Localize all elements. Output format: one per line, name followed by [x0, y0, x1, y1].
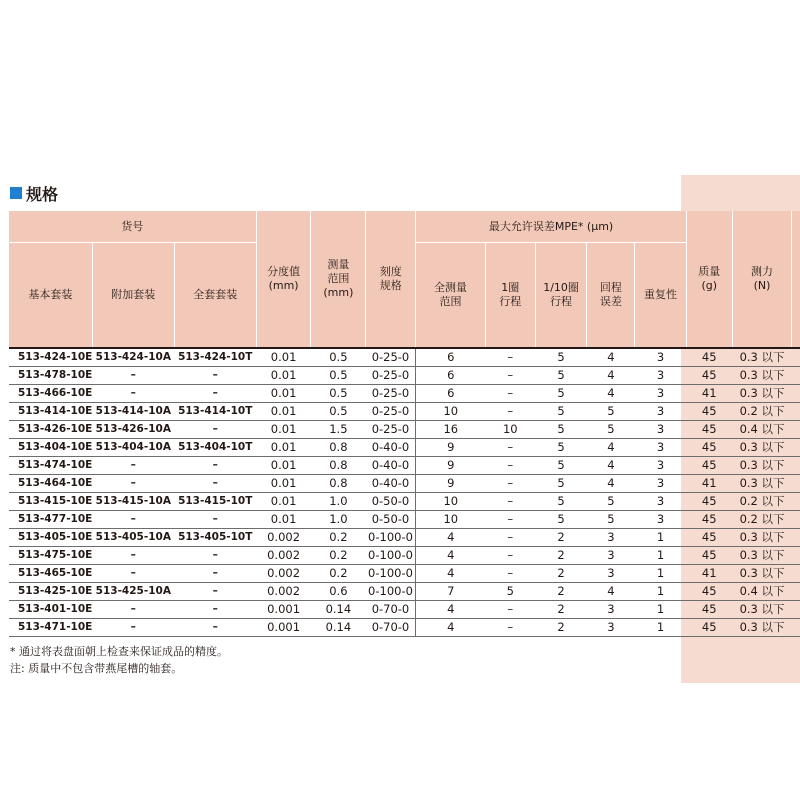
table-cell: 0.01 — [256, 367, 311, 385]
table-cell: 0.3 以下 — [732, 367, 792, 385]
table-cell: 9 — [416, 475, 486, 493]
table-cell: 2 — [535, 529, 587, 547]
table-cell-pad — [792, 367, 800, 385]
table-cell-pad — [792, 385, 800, 403]
table-cell: 10 — [416, 493, 486, 511]
table-cell: 3 — [587, 619, 635, 637]
table-cell: 45 — [686, 493, 732, 511]
table-cell: 0-50-0 — [366, 511, 416, 529]
table-cell: 45 — [686, 547, 732, 565]
table-cell: 0.6 — [311, 583, 366, 601]
table-cell: 45 — [686, 529, 732, 547]
table-cell: 0.3 以下 — [732, 439, 792, 457]
table-cell: 6 — [416, 367, 486, 385]
table-cell: 0.3 以下 — [732, 619, 792, 637]
table-cell: 6 — [416, 385, 486, 403]
graduation-header: 分度值 (mm) — [256, 211, 311, 348]
table-cell: – — [485, 511, 535, 529]
table-cell: 513-415-10E — [9, 493, 92, 511]
table-cell: 45 — [686, 421, 732, 439]
table-row — [9, 403, 800, 421]
table-cell: 0.2 以下 — [732, 403, 792, 421]
section-heading — [10, 183, 58, 203]
table-cell: 0.3 以下 — [732, 348, 792, 367]
table-cell: 4 — [587, 385, 635, 403]
table-cell-pad — [792, 601, 800, 619]
square-bullet-icon — [10, 187, 22, 199]
table-row — [9, 511, 800, 529]
table-cell: 0-40-0 — [366, 439, 416, 457]
table-cell: 9 — [416, 457, 486, 475]
table-cell: 0.01 — [256, 511, 311, 529]
table-row — [9, 367, 800, 385]
table-cell: 0-100-0 — [366, 547, 416, 565]
spec-table — [9, 211, 800, 637]
table-cell: 3 — [635, 493, 687, 511]
table-cell: – — [174, 367, 256, 385]
table-cell: 0-25-0 — [366, 421, 416, 439]
table-cell: – — [92, 565, 174, 583]
table-cell: 5 — [485, 583, 535, 601]
table-cell: 2 — [535, 583, 587, 601]
table-cell: 1 — [635, 529, 687, 547]
table-cell: 0.5 — [311, 403, 366, 421]
table-cell: 0.5 — [311, 385, 366, 403]
table-cell: 4 — [587, 457, 635, 475]
table-cell: 3 — [635, 367, 687, 385]
table-cell: 3 — [635, 511, 687, 529]
table-cell: 3 — [635, 421, 687, 439]
table-cell: 0.001 — [256, 601, 311, 619]
table-cell: 0-70-0 — [366, 601, 416, 619]
table-cell: 0.01 — [256, 348, 311, 367]
table-cell: 3 — [635, 403, 687, 421]
table-cell: 0.4 以下 — [732, 583, 792, 601]
table-cell: – — [174, 565, 256, 583]
table-cell: 16 — [416, 421, 486, 439]
table-cell: 3 — [635, 385, 687, 403]
table-cell: 0.3 以下 — [732, 547, 792, 565]
table-cell: 0-25-0 — [366, 348, 416, 367]
table-cell: 4 — [587, 348, 635, 367]
table-cell: 45 — [686, 511, 732, 529]
table-cell: 5 — [535, 457, 587, 475]
table-cell: 0-25-0 — [366, 367, 416, 385]
table-cell: 5 — [535, 493, 587, 511]
table-cell: 513-478-10E — [9, 367, 92, 385]
table-cell: – — [174, 583, 256, 601]
table-cell: 5 — [587, 493, 635, 511]
table-cell: 5 — [535, 367, 587, 385]
force-header: 测力 (N) — [732, 211, 792, 348]
table-cell: 0-50-0 — [366, 493, 416, 511]
table-cell: 45 — [686, 583, 732, 601]
basic-set-header: 基本套装 — [9, 243, 92, 349]
table-row — [9, 547, 800, 565]
table-cell: – — [92, 511, 174, 529]
extra-header — [792, 211, 800, 348]
table-cell: 1 — [635, 565, 687, 583]
table-cell: 0-25-0 — [366, 403, 416, 421]
table-cell: 513-475-10E — [9, 547, 92, 565]
table-cell: 0.5 — [311, 348, 366, 367]
table-cell: – — [485, 457, 535, 475]
table-cell: 4 — [587, 439, 635, 457]
table-cell: – — [92, 367, 174, 385]
table-cell: 41 — [686, 385, 732, 403]
table-cell: 513-414-10E — [9, 403, 92, 421]
table-cell: – — [92, 457, 174, 475]
table-cell: 4 — [587, 367, 635, 385]
mass-header: 质量 (g) — [686, 211, 732, 348]
table-cell: 5 — [535, 348, 587, 367]
table-cell: 0.2 — [311, 547, 366, 565]
table-cell-pad — [792, 547, 800, 565]
footnote-accuracy: * 通过将表盘面朝上检查来保证成品的精度。 — [10, 645, 228, 658]
table-cell: 0.3 以下 — [732, 529, 792, 547]
table-cell: – — [485, 529, 535, 547]
table-cell: 513-466-10E — [9, 385, 92, 403]
repeatability-header: 重复性 — [635, 243, 687, 349]
table-cell: – — [174, 601, 256, 619]
table-cell: 513-415-10T — [174, 493, 256, 511]
table-cell: 0.8 — [311, 439, 366, 457]
table-cell: 4 — [416, 601, 486, 619]
table-cell: 5 — [535, 403, 587, 421]
table-cell: 1 — [635, 619, 687, 637]
table-cell: 5 — [535, 475, 587, 493]
table-cell: 513-405-10E — [9, 529, 92, 547]
table-cell: 4 — [416, 565, 486, 583]
table-cell: 4 — [587, 583, 635, 601]
table-cell: 0-70-0 — [366, 619, 416, 637]
spec-table-body — [9, 348, 800, 637]
table-cell: 0-40-0 — [366, 457, 416, 475]
table-cell: 2 — [535, 601, 587, 619]
hysteresis-header: 回程误差 — [587, 243, 635, 349]
table-cell: 45 — [686, 439, 732, 457]
table-cell: – — [174, 457, 256, 475]
table-cell: 3 — [635, 348, 687, 367]
table-cell: 45 — [686, 403, 732, 421]
table-cell: – — [485, 565, 535, 583]
table-cell: 513-424-10E — [9, 348, 92, 367]
table-cell: 513-404-10E — [9, 439, 92, 457]
table-cell-pad — [792, 565, 800, 583]
table-cell: – — [485, 601, 535, 619]
table-cell-pad — [792, 475, 800, 493]
table-cell: 41 — [686, 565, 732, 583]
table-cell: 0-100-0 — [366, 583, 416, 601]
mpe-header: 最大允许误差MPE* (μm) — [416, 211, 687, 243]
table-cell: 0.01 — [256, 475, 311, 493]
table-cell: 513-405-10A — [92, 529, 174, 547]
table-cell: 1 — [635, 601, 687, 619]
table-cell: – — [174, 619, 256, 637]
table-cell-pad — [792, 403, 800, 421]
table-cell: 0.2 以下 — [732, 511, 792, 529]
table-cell: 0.01 — [256, 385, 311, 403]
table-cell: 5 — [587, 511, 635, 529]
table-cell: 0.01 — [256, 421, 311, 439]
table-cell: 0-25-0 — [366, 385, 416, 403]
table-cell-pad — [792, 439, 800, 457]
table-row — [9, 601, 800, 619]
table-cell: – — [92, 385, 174, 403]
one-rev-header: 1圈行程 — [485, 243, 535, 349]
table-cell: – — [174, 385, 256, 403]
table-cell-pad — [792, 583, 800, 601]
table-cell: 45 — [686, 619, 732, 637]
table-cell: 513-404-10T — [174, 439, 256, 457]
section-title: 规格 — [26, 184, 59, 204]
table-cell: 513-465-10E — [9, 565, 92, 583]
table-cell: 1.0 — [311, 511, 366, 529]
table-cell: 0.3 以下 — [732, 565, 792, 583]
table-cell: 4 — [416, 547, 486, 565]
add-set-header: 附加套装 — [92, 243, 174, 349]
table-cell: 0.002 — [256, 547, 311, 565]
table-cell: 10 — [416, 511, 486, 529]
table-cell: 2 — [535, 565, 587, 583]
table-cell: 0.3 以下 — [732, 385, 792, 403]
table-cell: 7 — [416, 583, 486, 601]
table-cell: – — [174, 421, 256, 439]
dial-spec-header: 刻度规格 — [366, 211, 416, 348]
table-cell: 5 — [535, 385, 587, 403]
table-cell: 4 — [587, 475, 635, 493]
tenth-rev-header: 1/10圈行程 — [535, 243, 587, 349]
table-cell: 513-426-10E — [9, 421, 92, 439]
table-cell: 10 — [485, 421, 535, 439]
table-cell: 3 — [587, 601, 635, 619]
table-cell: 6 — [416, 348, 486, 367]
table-cell: 0.8 — [311, 457, 366, 475]
product-no-header: 货号 — [9, 211, 256, 243]
table-cell: – — [485, 367, 535, 385]
table-cell: 0.01 — [256, 403, 311, 421]
table-cell: 513-426-10A — [92, 421, 174, 439]
table-cell: 513-464-10E — [9, 475, 92, 493]
table-cell-pad — [792, 421, 800, 439]
table-cell: 513-424-10A — [92, 348, 174, 367]
table-cell: – — [485, 385, 535, 403]
table-row — [9, 385, 800, 403]
table-row — [9, 529, 800, 547]
table-cell: – — [485, 439, 535, 457]
table-row — [9, 348, 800, 367]
table-cell: 0.001 — [256, 619, 311, 637]
table-cell: – — [92, 601, 174, 619]
table-cell-pad — [792, 348, 800, 367]
table-cell: – — [485, 403, 535, 421]
table-row — [9, 421, 800, 439]
table-cell: 5 — [535, 421, 587, 439]
table-cell: 513-405-10T — [174, 529, 256, 547]
table-row — [9, 475, 800, 493]
table-cell: 0.3 以下 — [732, 475, 792, 493]
table-cell: 513-404-10A — [92, 439, 174, 457]
table-cell: 0.14 — [311, 619, 366, 637]
table-cell: 5 — [587, 403, 635, 421]
table-cell: 0.01 — [256, 439, 311, 457]
table-cell: 513-424-10T — [174, 348, 256, 367]
table-cell: 3 — [635, 457, 687, 475]
table-cell: 513-474-10E — [9, 457, 92, 475]
table-cell: – — [485, 619, 535, 637]
table-cell-pad — [792, 511, 800, 529]
table-cell: 5 — [535, 439, 587, 457]
table-cell: – — [174, 547, 256, 565]
table-cell: 0.4 以下 — [732, 421, 792, 439]
table-cell: 41 — [686, 475, 732, 493]
table-cell: – — [174, 511, 256, 529]
footnote-mass: 注: 质量中不包含带燕尾槽的轴套。 — [10, 662, 183, 675]
table-cell: – — [485, 493, 535, 511]
table-cell: 3 — [587, 529, 635, 547]
table-cell: 3 — [635, 475, 687, 493]
table-cell: 1.0 — [311, 493, 366, 511]
table-cell: 3 — [587, 565, 635, 583]
full-set-header: 全套套装 — [174, 243, 256, 349]
table-cell: – — [485, 547, 535, 565]
table-cell: 513-425-10E — [9, 583, 92, 601]
table-cell-pad — [792, 529, 800, 547]
table-cell: 1 — [635, 547, 687, 565]
table-cell: 0-100-0 — [366, 529, 416, 547]
table-cell-pad — [792, 493, 800, 511]
table-row — [9, 457, 800, 475]
table-cell-pad — [792, 619, 800, 637]
table-cell: 45 — [686, 601, 732, 619]
table-cell: 0.2 — [311, 565, 366, 583]
table-cell: – — [92, 475, 174, 493]
table-cell: 0.002 — [256, 583, 311, 601]
table-cell: 0-100-0 — [366, 565, 416, 583]
table-cell: 513-477-10E — [9, 511, 92, 529]
table-cell: 0.8 — [311, 475, 366, 493]
table-cell: – — [485, 348, 535, 367]
table-cell: 10 — [416, 403, 486, 421]
table-cell: 45 — [686, 348, 732, 367]
table-row — [9, 439, 800, 457]
table-cell: 4 — [416, 619, 486, 637]
table-cell: 4 — [416, 529, 486, 547]
full-range-header: 全测量范围 — [416, 243, 486, 349]
table-cell: 0.3 以下 — [732, 601, 792, 619]
table-cell: 45 — [686, 367, 732, 385]
table-cell: 3 — [587, 547, 635, 565]
table-cell: 0.01 — [256, 457, 311, 475]
table-cell: 513-401-10E — [9, 601, 92, 619]
table-cell: 513-415-10A — [92, 493, 174, 511]
table-cell: 5 — [535, 511, 587, 529]
table-cell: 513-471-10E — [9, 619, 92, 637]
table-row — [9, 619, 800, 637]
table-cell: 0.3 以下 — [732, 457, 792, 475]
table-cell: 0.2 — [311, 529, 366, 547]
table-cell: 2 — [535, 547, 587, 565]
table-cell: 0.002 — [256, 529, 311, 547]
table-row — [9, 493, 800, 511]
table-cell: – — [92, 547, 174, 565]
table-cell: 513-414-10A — [92, 403, 174, 421]
table-cell: 1 — [635, 583, 687, 601]
table-cell: – — [485, 475, 535, 493]
table-cell: 0.5 — [311, 367, 366, 385]
table-cell: 45 — [686, 457, 732, 475]
table-cell: 0.01 — [256, 493, 311, 511]
table-cell: 0.002 — [256, 565, 311, 583]
table-row — [9, 565, 800, 583]
table-cell: 0.14 — [311, 601, 366, 619]
table-cell: 2 — [535, 619, 587, 637]
table-cell: 0-40-0 — [366, 475, 416, 493]
table-cell: – — [174, 475, 256, 493]
table-row — [9, 583, 800, 601]
table-cell: 9 — [416, 439, 486, 457]
table-cell: 3 — [635, 439, 687, 457]
table-cell: 513-425-10A — [92, 583, 174, 601]
table-cell: 5 — [587, 421, 635, 439]
table-cell: 513-414-10T — [174, 403, 256, 421]
range-header: 测量范围 (mm) — [311, 211, 366, 348]
table-cell-pad — [792, 457, 800, 475]
table-cell: 1.5 — [311, 421, 366, 439]
table-cell: 0.2 以下 — [732, 493, 792, 511]
table-cell: – — [92, 619, 174, 637]
